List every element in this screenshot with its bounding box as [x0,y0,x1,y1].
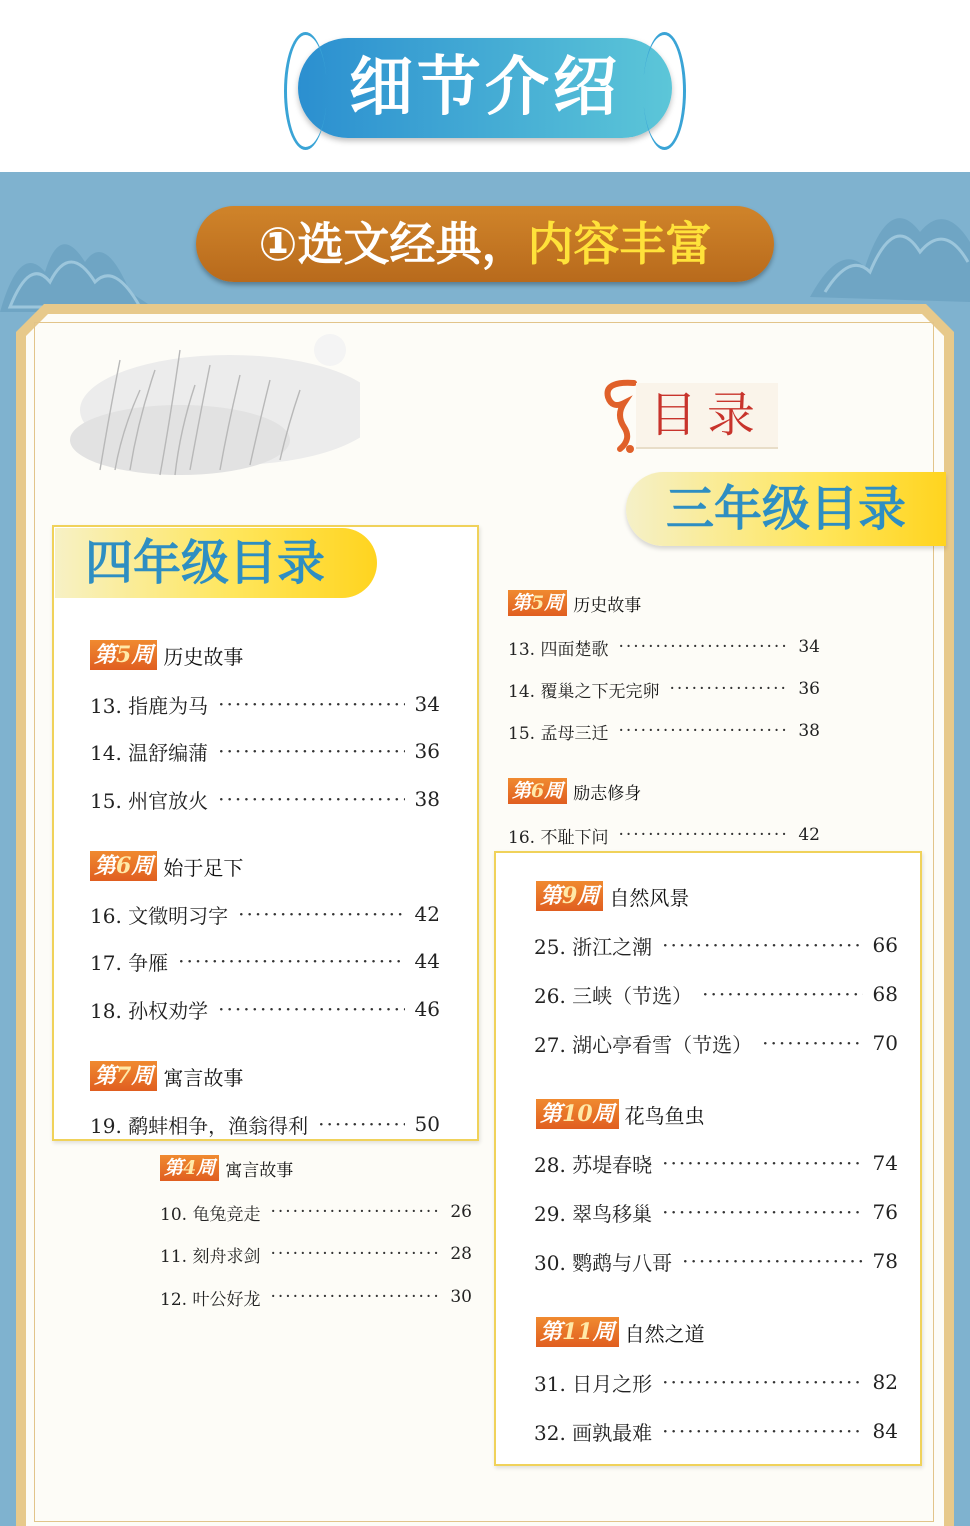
list-item[interactable]: 14. 覆巢之下无完卵 ····· 36 [508,676,820,702]
list-item[interactable]: 31. 日月之形 ····· 82 [534,1367,898,1397]
list-item[interactable]: 14. 温舒编蒲 ····· 36 [90,736,440,766]
ink-reed-illustration [60,330,360,490]
list-item[interactable]: 27. 湖心亭看雪（节选） ····· 70 [534,1028,898,1058]
page-title: 细节介绍 [298,38,672,138]
list-item[interactable]: 13. 四面楚歌 ····· 34 [508,634,820,660]
list-item[interactable]: 18. 孙权劝学 ····· 46 [90,994,440,1024]
week-badge: 第5周 历史故事 [90,640,243,670]
grade3-label: 三年级目录 [626,472,946,546]
week-badge: 第10周 花鸟鱼虫 [536,1099,705,1129]
week-badge: 第9周 自然风景 [536,881,689,911]
list-item[interactable]: 16. 文徵明习字 ····· 42 [90,899,440,929]
mulu-title: 目录 [594,375,784,455]
list-item[interactable]: 17. 争雁 ····· 44 [90,946,440,976]
header-area [0,0,970,172]
subtitle-banner: ①选文经典，内容丰富 [196,206,774,282]
mountain-right-decoration [810,182,970,302]
list-item[interactable]: 11. 刻舟求剑 ····· 28 [160,1241,472,1267]
list-item[interactable]: 26. 三峡（节选） ····· 68 [534,979,898,1009]
week-badge: 第6周 始于足下 [90,851,243,881]
list-item[interactable]: 25. 浙江之潮 ····· 66 [534,930,898,960]
list-item[interactable]: 10. 龟兔竞走 ····· 26 [160,1199,472,1225]
list-item[interactable]: 12. 叶公好龙 ····· 30 [160,1284,472,1310]
week-badge: 第11周 自然之道 [536,1317,705,1347]
grade4-label: 四年级目录 [55,528,377,598]
list-item[interactable]: 32. 画孰最难 ····· 84 [534,1416,898,1446]
list-item[interactable]: 15. 州官放火 ····· 38 [90,784,440,814]
list-item[interactable]: 15. 孟母三迁 ····· 38 [508,718,820,744]
list-item[interactable]: 16. 不耻下问 ····· 42 [508,822,820,848]
list-item[interactable]: 19. 鹬蚌相争，渔翁得利 ····· 50 [90,1109,440,1139]
list-item[interactable]: 13. 指鹿为马 ····· 34 [90,689,440,719]
week-badge: 第4周 寓言故事 [160,1155,293,1181]
week-badge: 第6周 励志修身 [508,778,641,804]
list-item[interactable]: 30. 鹦鹉与八哥 ····· 78 [534,1246,898,1276]
grade4-panel [52,525,479,1141]
list-item[interactable]: 29. 翠鸟移巢 ····· 76 [534,1197,898,1227]
list-item[interactable]: 28. 苏堤春晓 ····· 74 [534,1148,898,1178]
week-badge: 第7周 寓言故事 [90,1061,243,1091]
week-badge: 第5周 历史故事 [508,590,641,616]
